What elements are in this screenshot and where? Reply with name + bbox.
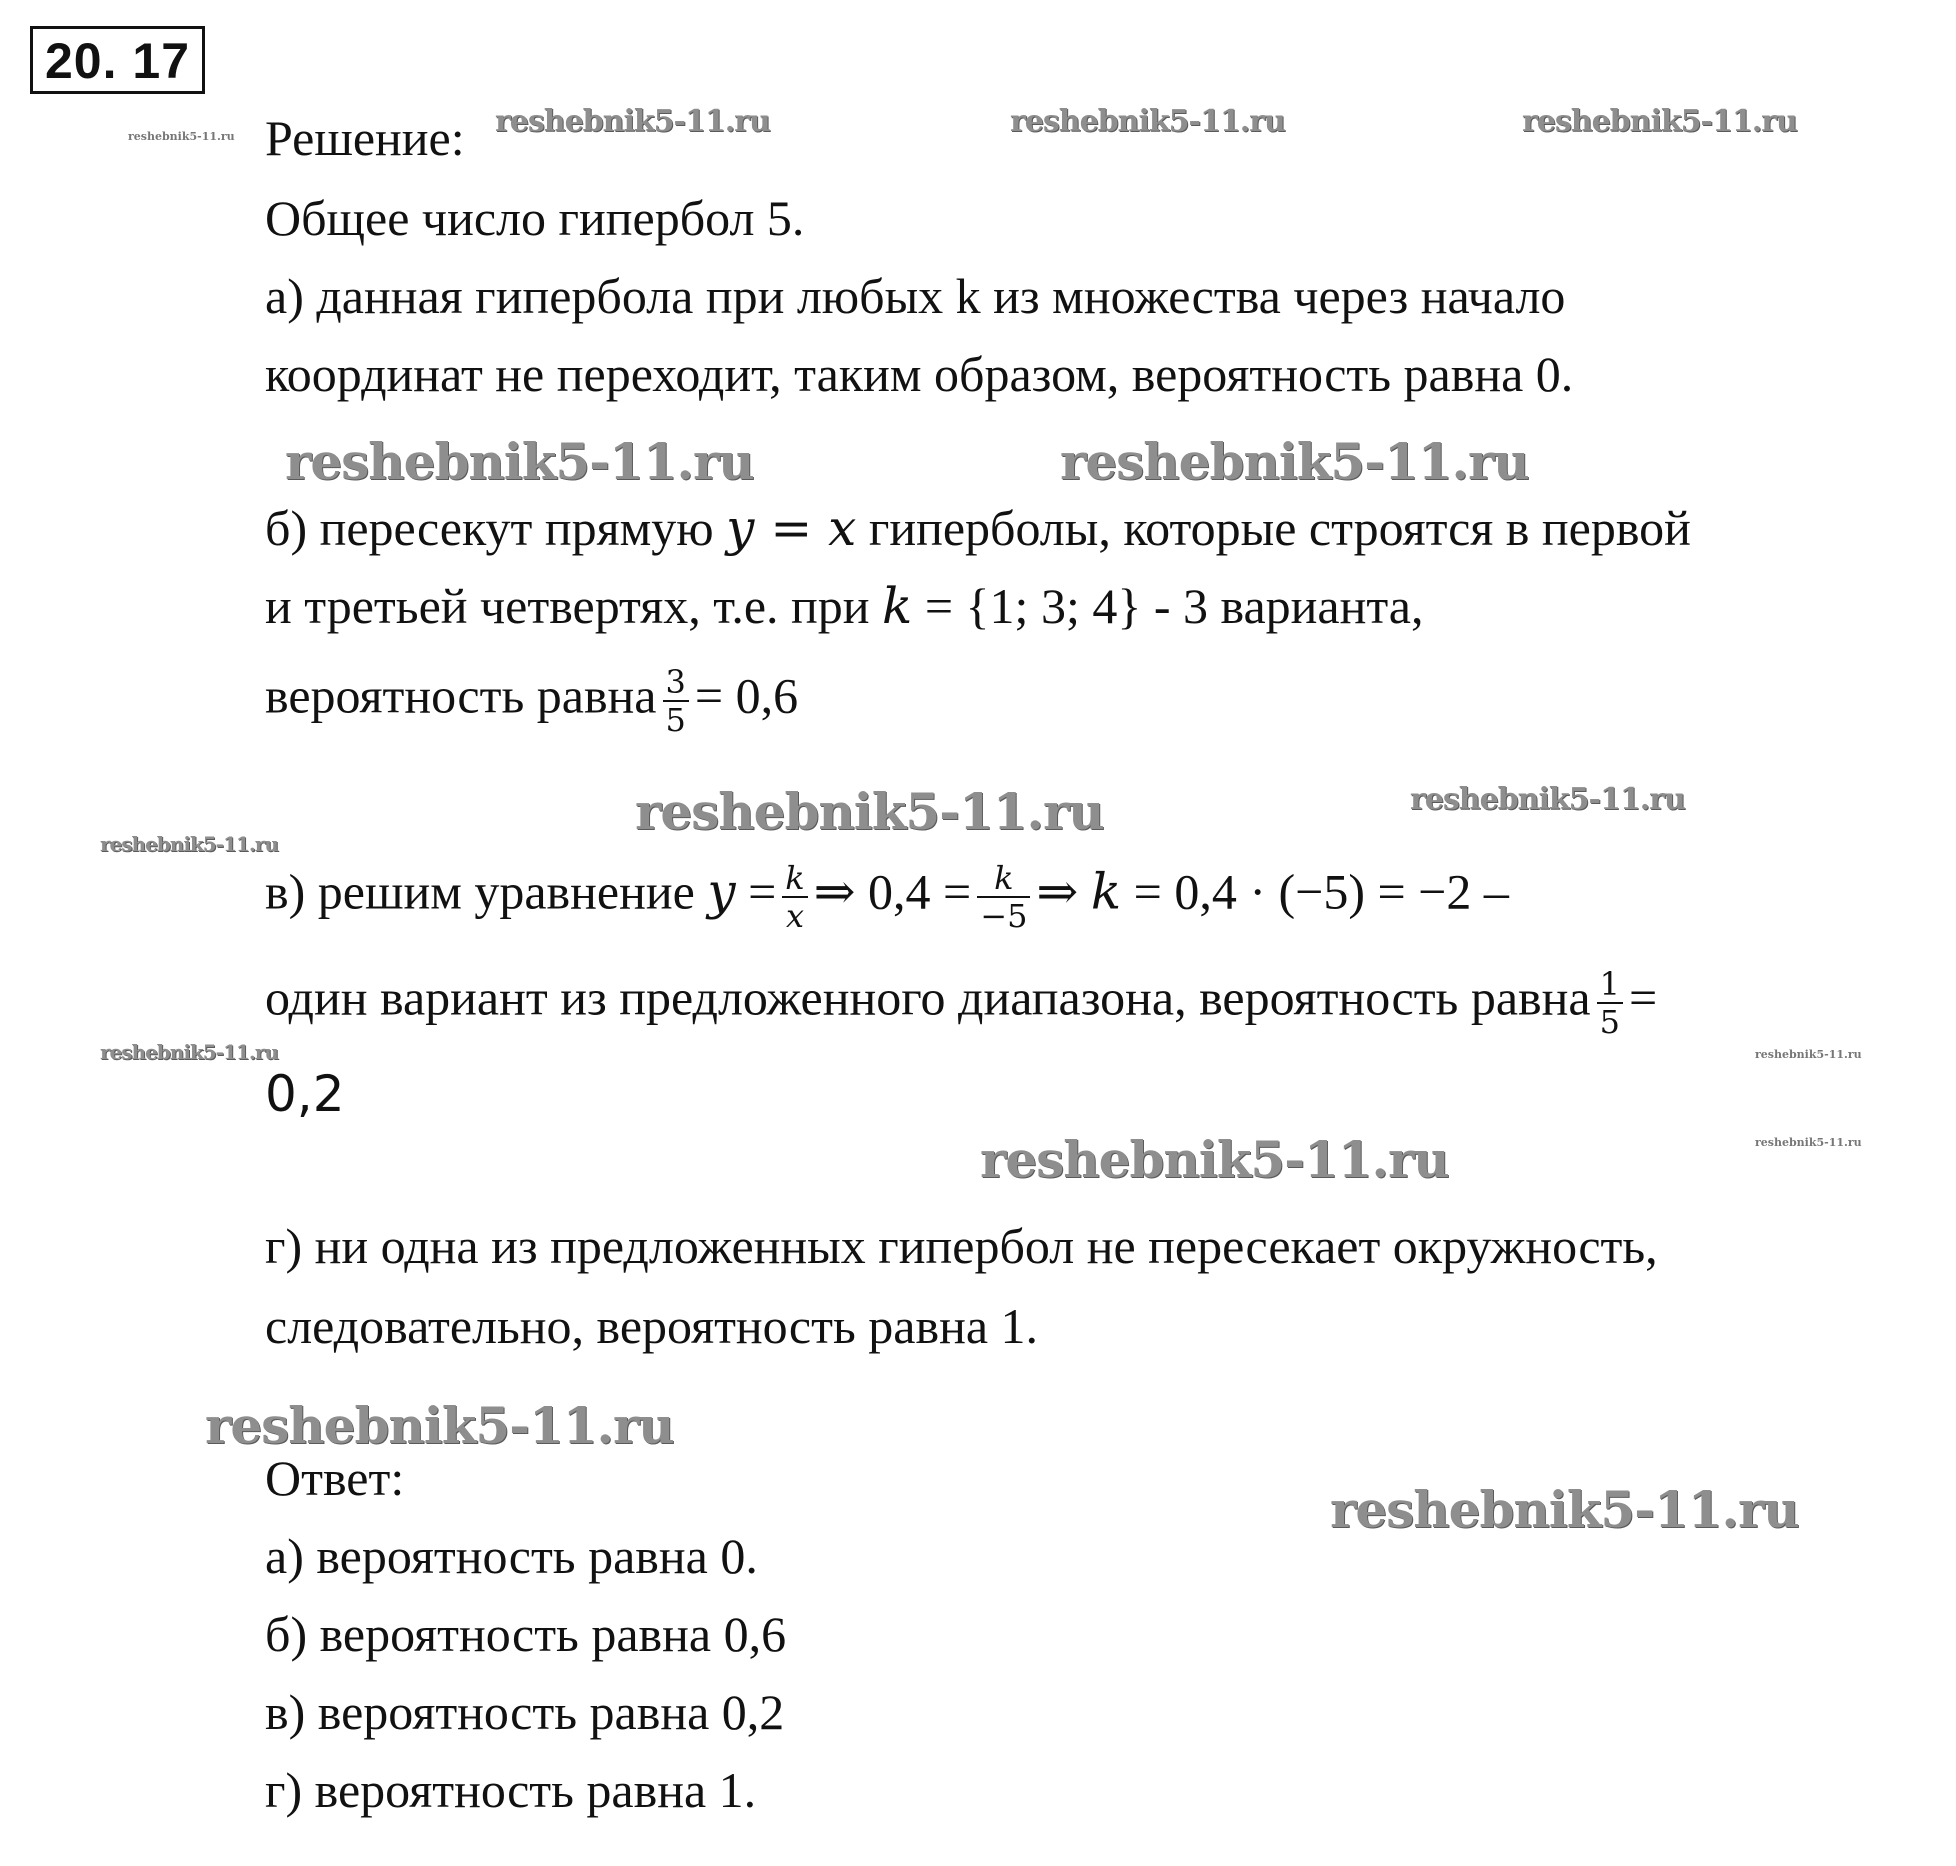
math-variable: y bbox=[707, 862, 736, 921]
text: - 3 варианта, bbox=[1141, 578, 1424, 634]
text: один вариант из предложенного диапазона, вероятность равна bbox=[265, 969, 1591, 1026]
watermark: reshebnik5-11.ru bbox=[980, 1130, 1449, 1189]
part-b-line-3 bbox=[265, 664, 798, 738]
answer-d: г) вероятность равна 1. bbox=[265, 1762, 757, 1818]
answer-heading: Ответ: bbox=[265, 1450, 405, 1506]
problem-number: 20. 17 bbox=[30, 26, 205, 94]
part-a-line-1: а) данная гипербола при любых k из множества через начало bbox=[265, 268, 1566, 324]
math-variable: k bbox=[1090, 862, 1122, 921]
watermark: reshebnik5-11.ru bbox=[100, 1040, 278, 1064]
fraction-denominator: 5 bbox=[665, 701, 686, 739]
answer-c: в) вероятность равна 0,2 bbox=[265, 1684, 785, 1740]
watermark: reshebnik5-11.ru bbox=[1522, 104, 1797, 139]
text: и третьей четвертях, т.е. при bbox=[265, 578, 883, 634]
fraction bbox=[782, 860, 807, 934]
fraction-numerator: k bbox=[977, 860, 1030, 898]
fraction-denominator: x bbox=[785, 897, 804, 935]
part-c-line-2 bbox=[265, 966, 1657, 1040]
fraction-denominator: 5 bbox=[1599, 1003, 1620, 1041]
watermark: reshebnik5-11.ru bbox=[1060, 432, 1529, 491]
fraction-numerator: 1 bbox=[1597, 966, 1623, 1004]
part-d-line-1: г) ни одна из предложенных гипербол не пересекает окружность, bbox=[265, 1218, 1658, 1274]
text: б) пересекут прямую bbox=[265, 500, 727, 556]
part-a-line-2: координат не переходит, таким образом, вероятность равна 0. bbox=[265, 346, 1574, 402]
text: ⇒ bbox=[1036, 863, 1091, 920]
text: = bbox=[1628, 969, 1658, 1026]
math-set: = {1; 3; 4} bbox=[912, 578, 1142, 634]
solution-total: Общее число гипербол 5. bbox=[265, 190, 805, 246]
answer-a: а) вероятность равна 0. bbox=[265, 1528, 758, 1584]
text: = 0,6 bbox=[694, 667, 799, 724]
text: вероятность равна bbox=[265, 667, 657, 724]
answer-b: б) вероятность равна 0,6 bbox=[265, 1606, 787, 1662]
watermark: reshebnik5-11.ru bbox=[1330, 1480, 1799, 1539]
fraction-numerator: 3 bbox=[663, 664, 689, 702]
math-expression: y = x bbox=[726, 499, 857, 557]
part-b-line-2 bbox=[265, 576, 1424, 636]
watermark: reshebnik5-11.ru bbox=[495, 104, 770, 139]
fraction bbox=[663, 664, 689, 738]
watermark: reshebnik5-11.ru bbox=[635, 782, 1104, 841]
fraction-numerator: k bbox=[782, 860, 807, 898]
watermark: reshebnik5-11.ru bbox=[1755, 1136, 1862, 1149]
part-c-line-3: 0,2 bbox=[265, 1065, 345, 1123]
part-d-line-2: следовательно, вероятность равна 1. bbox=[265, 1298, 1039, 1354]
fraction-denominator: −5 bbox=[980, 897, 1028, 935]
math-variable: k bbox=[882, 577, 913, 635]
watermark: reshebnik5-11.ru bbox=[1010, 104, 1285, 139]
watermark: reshebnik5-11.ru bbox=[1410, 782, 1685, 817]
part-c-line-1 bbox=[265, 860, 1509, 934]
fraction bbox=[1597, 966, 1623, 1040]
text: = bbox=[735, 863, 777, 920]
solution-heading: Решение: bbox=[265, 110, 465, 166]
text: ⇒ 0,4 = bbox=[813, 863, 972, 920]
watermark: reshebnik5-11.ru bbox=[100, 832, 278, 856]
watermark: reshebnik5-11.ru bbox=[285, 432, 754, 491]
text: гиперболы, которые строятся в первой bbox=[856, 500, 1691, 556]
text: = 0,4 · (−5) = −2 – bbox=[1121, 863, 1509, 920]
part-b-line-1 bbox=[265, 498, 1691, 558]
watermark: reshebnik5-11.ru bbox=[205, 1396, 674, 1455]
fraction bbox=[977, 860, 1030, 934]
text: в) решим уравнение bbox=[265, 863, 708, 920]
watermark: reshebnik5-11.ru bbox=[1755, 1048, 1862, 1061]
watermark: reshebnik5-11.ru bbox=[128, 130, 235, 143]
